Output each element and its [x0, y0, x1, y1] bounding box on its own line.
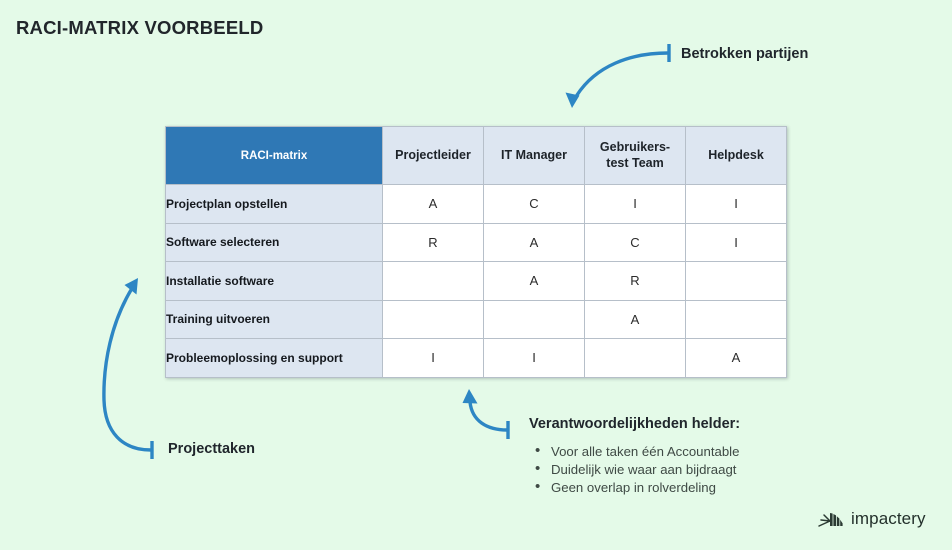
table-row	[166, 262, 787, 301]
table-corner-header: RACI-matrix	[166, 127, 383, 185]
raci-value-cell: I	[484, 339, 585, 378]
table-row	[166, 223, 787, 262]
table-header-row	[166, 127, 787, 185]
sunburst-fan-icon	[818, 509, 844, 529]
raci-value-cell	[686, 300, 787, 339]
arrow-betrokken-partijen	[566, 44, 670, 108]
raci-value-cell: A	[484, 262, 585, 301]
task-label-cell: Probleemoplossing en support	[166, 339, 383, 378]
callout-heading-verantwoordelijkheden: Verantwoordelijkheden helder:	[529, 416, 741, 432]
raci-value-cell: R	[585, 262, 686, 301]
raci-value-cell	[383, 300, 484, 339]
table-row	[166, 339, 787, 378]
raci-value-cell: C	[484, 185, 585, 224]
list-item: • Duidelijk wie waar aan bijdraagt	[529, 461, 859, 479]
raci-value-cell	[383, 262, 484, 301]
task-label-cell: Software selecteren	[166, 223, 383, 262]
list-item: • Voor alle taken één Accountable	[529, 443, 859, 461]
verantwoordelijkheden-list	[529, 443, 859, 497]
list-item: • Geen overlap in rolverdeling	[529, 479, 859, 497]
raci-value-cell: A	[686, 339, 787, 378]
task-label-cell: Training uitvoeren	[166, 300, 383, 339]
raci-value-cell	[484, 300, 585, 339]
column-header-projectleider: Projectleider	[383, 127, 484, 185]
table-body	[166, 185, 787, 378]
table-row	[166, 185, 787, 224]
raci-value-cell: C	[585, 223, 686, 262]
raci-value-cell: R	[383, 223, 484, 262]
callout-verantwoordelijkheden	[529, 416, 859, 497]
column-header-helpdesk: Helpdesk	[686, 127, 787, 185]
raci-value-cell: A	[383, 185, 484, 224]
task-label-cell: Installatie software	[166, 262, 383, 301]
raci-value-cell: A	[484, 223, 585, 262]
callout-label-betrokken-partijen: Betrokken partijen	[681, 46, 809, 62]
raci-value-cell	[585, 339, 686, 378]
raci-value-cell: I	[585, 185, 686, 224]
task-label-cell: Projectplan opstellen	[166, 185, 383, 224]
raci-value-cell: A	[585, 300, 686, 339]
raci-value-cell: I	[383, 339, 484, 378]
raci-value-cell: I	[686, 185, 787, 224]
arrow-verantwoordelijkheden	[463, 389, 509, 439]
raci-value-cell: I	[686, 223, 787, 262]
raci-value-cell	[686, 262, 787, 301]
callout-label-projecttaken: Projecttaken	[168, 441, 256, 457]
column-header-gebruikerstest-team: Gebruikers- test Team	[585, 127, 686, 185]
column-header-it-manager: IT Manager	[484, 127, 585, 185]
raci-matrix-table	[165, 126, 787, 378]
arrow-projecttaken	[104, 278, 152, 459]
logo-text: impactery	[851, 509, 926, 528]
table-row	[166, 300, 787, 339]
impactery-logo	[818, 509, 926, 529]
page-title: RACI-MATRIX VOORBEELD	[16, 17, 264, 38]
